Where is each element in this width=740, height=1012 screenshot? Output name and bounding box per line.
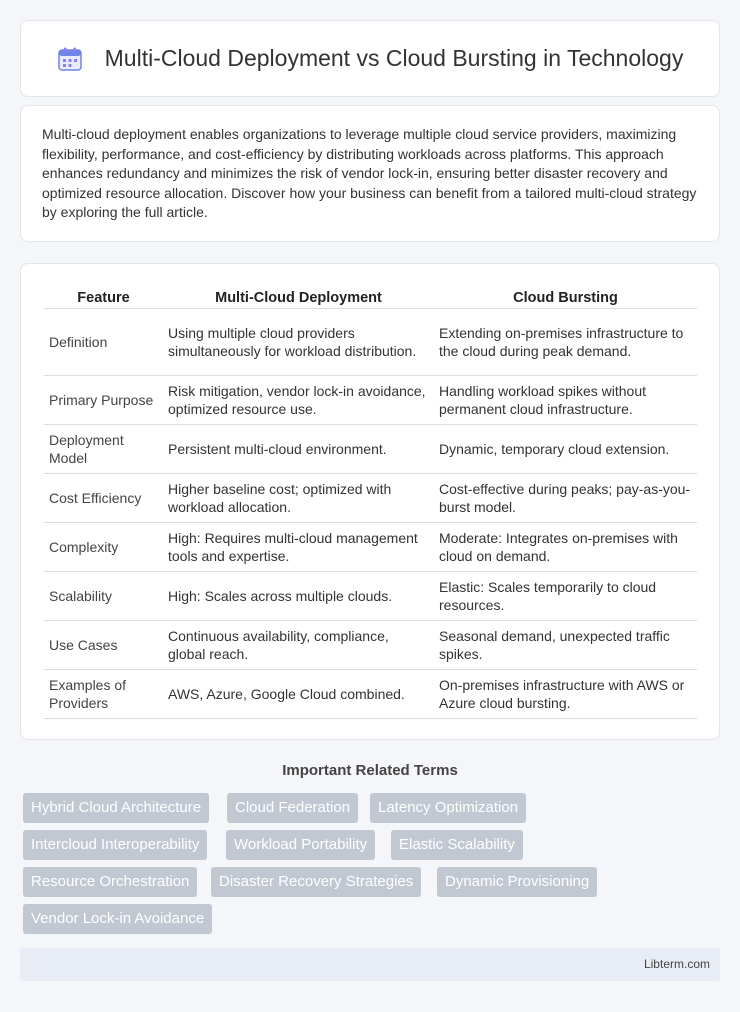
- table-row: [44, 375, 697, 424]
- feature-cell: Examples of Providers: [44, 669, 163, 718]
- related-term-tag[interactable]: Disaster Recovery Strategies: [211, 867, 421, 897]
- feature-cell: Cost Efficiency: [44, 473, 163, 522]
- related-term-tag[interactable]: Elastic Scalability: [391, 830, 523, 860]
- related-terms-title: Important Related Terms: [282, 762, 458, 779]
- header-feature: Feature: [44, 282, 163, 308]
- feature-cell: Deployment Model: [44, 424, 163, 473]
- table-row: [44, 473, 697, 522]
- table-row: [44, 424, 697, 473]
- multi-cloud-cell: Higher baseline cost; optimized with workload allocation.: [163, 473, 434, 522]
- title-card: [20, 20, 720, 97]
- cloud-bursting-cell: Elastic: Scales temporarily to cloud resources.: [434, 571, 697, 620]
- multi-cloud-cell: High: Scales across multiple clouds.: [163, 571, 434, 620]
- feature-cell: Primary Purpose: [44, 375, 163, 424]
- feature-cell: Use Cases: [44, 620, 163, 669]
- related-term-tag[interactable]: Vendor Lock-in Avoidance: [23, 904, 212, 934]
- cloud-bursting-cell: Extending on-premises infrastructure to the cloud during peak demand.: [434, 308, 697, 375]
- related-term-tag[interactable]: Workload Portability: [226, 830, 375, 860]
- table-row: [44, 620, 697, 669]
- multi-cloud-cell: Persistent multi-cloud environment.: [163, 424, 434, 473]
- cloud-bursting-cell: Dynamic, temporary cloud extension.: [434, 424, 697, 473]
- multi-cloud-cell: High: Requires multi-cloud management tools and expertise.: [163, 522, 434, 571]
- page-title: Multi-Cloud Deployment vs Cloud Bursting in Technology: [104, 45, 684, 71]
- header-multi-cloud: Multi-Cloud Deployment: [163, 282, 434, 308]
- cloud-bursting-cell: Seasonal demand, unexpected traffic spikes.: [434, 620, 697, 669]
- related-term-tag[interactable]: Cloud Federation: [227, 793, 358, 823]
- multi-cloud-cell: Continuous availability, compliance, global reach.: [163, 620, 434, 669]
- multi-cloud-cell: Using multiple cloud providers simultaneously for workload distribution.: [163, 308, 434, 375]
- multi-cloud-cell: Risk mitigation, vendor lock-in avoidance, optimized resource use.: [163, 375, 434, 424]
- feature-cell: Scalability: [44, 571, 163, 620]
- feature-cell: Complexity: [44, 522, 163, 571]
- related-term-tag[interactable]: Latency Optimization: [370, 793, 526, 823]
- multi-cloud-cell: AWS, Azure, Google Cloud combined.: [163, 669, 434, 718]
- footer: [20, 948, 720, 981]
- calendar-icon: [57, 46, 83, 72]
- intro-paragraph: Multi-cloud deployment enables organizations to leverage multiple cloud service providers, maximizing flexibility, performance, and cost-efficiency by distributing workloads across platforms. This approach enhances redundancy and minimizes the risk of vendor lock-in, ensuring better disaster recovery and optimized resource allocation. Discover how your business can benefit from a tailored multi-cloud strategy by exploring the full article.: [42, 126, 697, 221]
- header-cloud-bursting: Cloud Bursting: [434, 282, 697, 308]
- related-term-tag[interactable]: Resource Orchestration: [23, 867, 197, 897]
- cloud-bursting-cell: On-premises infrastructure with AWS or Azure cloud bursting.: [434, 669, 697, 718]
- comparison-table: [44, 282, 697, 719]
- cloud-bursting-cell: Cost-effective during peaks; pay-as-you-burst model.: [434, 473, 697, 522]
- related-term-tag[interactable]: Intercloud Interoperability: [23, 830, 207, 860]
- intro-card: [20, 105, 720, 242]
- feature-cell: Definition: [44, 308, 163, 375]
- table-row: [44, 571, 697, 620]
- cloud-bursting-cell: Moderate: Integrates on-premises with cloud on demand.: [434, 522, 697, 571]
- table-row: [44, 669, 697, 718]
- related-term-tag[interactable]: Dynamic Provisioning: [437, 867, 597, 897]
- footer-site-link[interactable]: Libterm.com: [643, 957, 710, 971]
- table-header-row: [44, 282, 697, 308]
- cloud-bursting-cell: Handling workload spikes without permanent cloud infrastructure.: [434, 375, 697, 424]
- table-row: [44, 522, 697, 571]
- related-term-tag[interactable]: Hybrid Cloud Architecture: [23, 793, 209, 823]
- table-row: [44, 308, 697, 375]
- comparison-table-card: [20, 263, 720, 740]
